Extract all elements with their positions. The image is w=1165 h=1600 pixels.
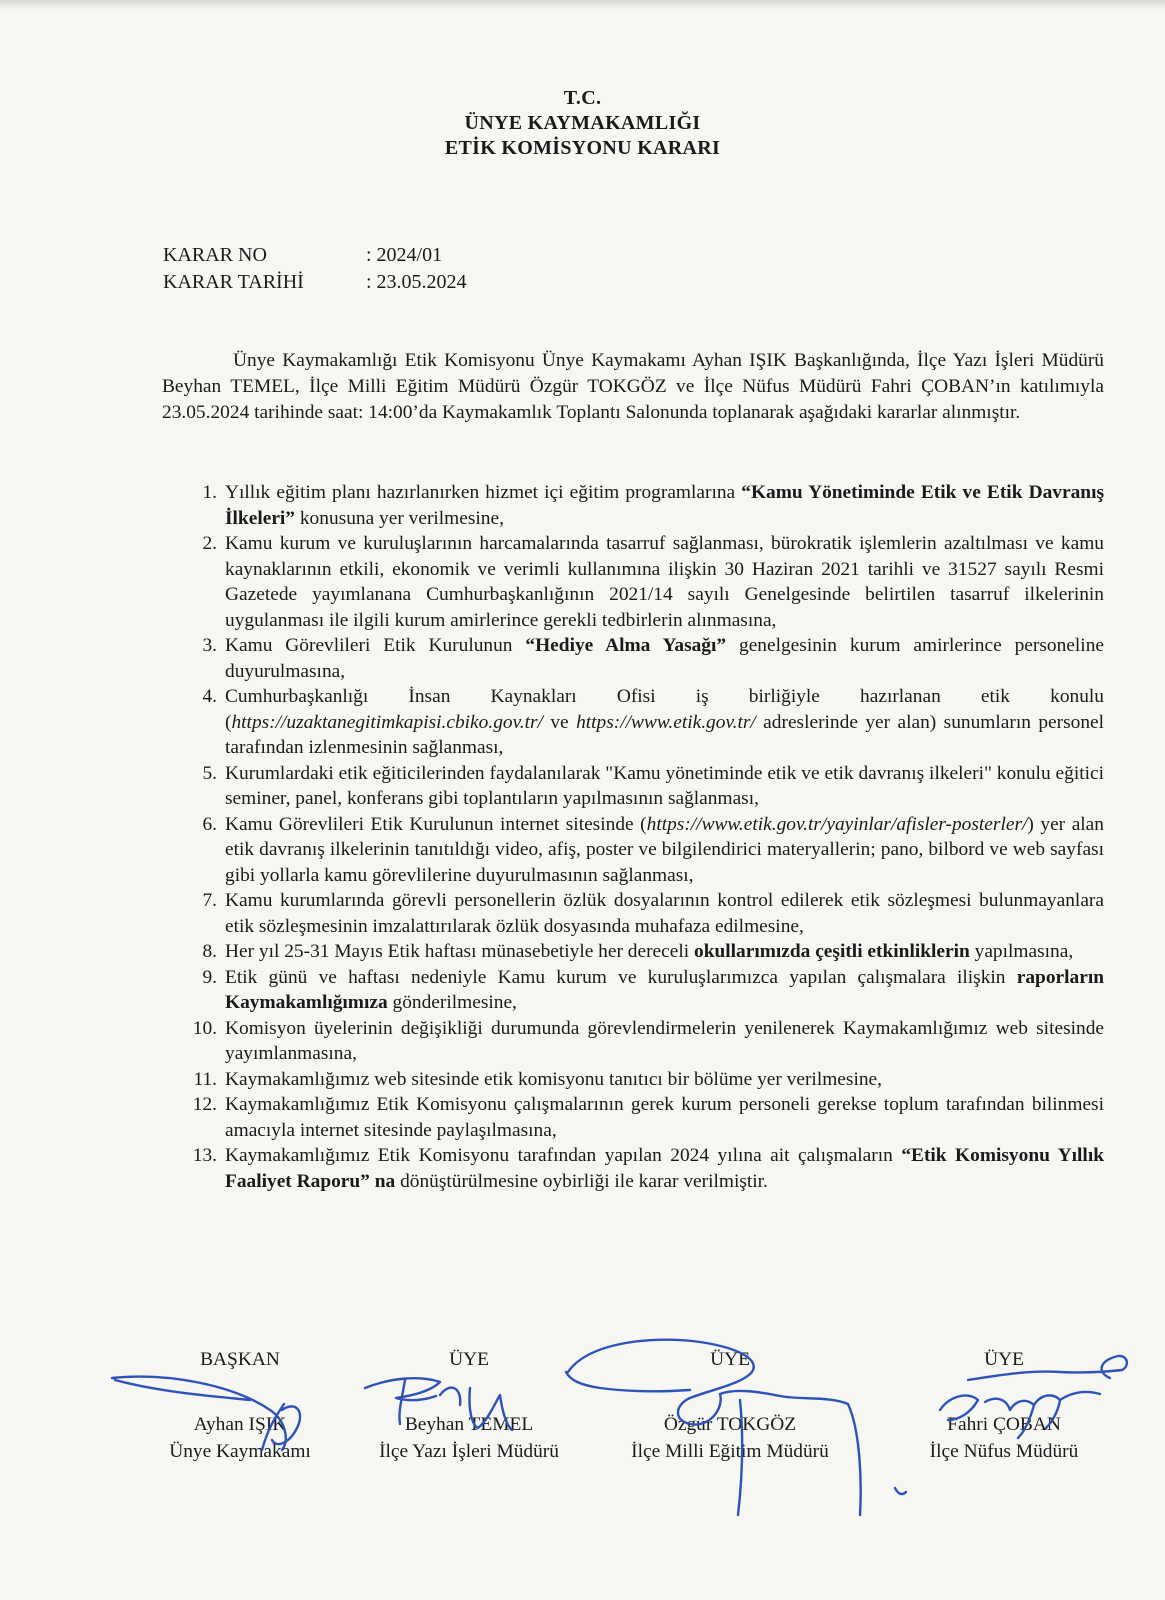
decision-meta [163,242,467,296]
signature-role: İlçe Nüfus Müdürü [929,1441,1079,1462]
url-link: https://www.etik.gov.tr/yayinlar/afisler-posterler/ [646,813,1028,835]
item-text: Kamu Görevlileri Etik Kurulunun internet sitesinde (https://www.etik.gov.tr/yayinlar/afisler-posterler/) yer alan etik davranış ilkelerinin tanıtıldığı video, afiş, poster ve bilgilendirici materyallerin; pano, bilbord ve web sayfası gibi yollarla kamu görevlilerine duyurulmasının sağlanması, [225,813,1104,886]
decision-item [162,684,1104,761]
item-number: 11. [193,1068,217,1090]
signature-name: Fahri ÇOBAN [947,1414,1061,1435]
signature-uye-2 [610,1346,850,1465]
header-institution: ÜNYE KAYMAKAMLIĞI [464,112,701,134]
ink-tick [895,1488,906,1494]
karar-no-label: KARAR NO [163,244,267,266]
item-number: 3. [202,635,217,656]
item-number: 10. [192,1017,217,1039]
signature-title: ÜYE [710,1349,750,1370]
item-text: Kaymakamlığımız web sitesinde etik komisyonu tanıtıcı bir bölüme yer verilmesine, [225,1068,882,1090]
item-text: Kamu Görevlileri Etik Kurulunun “Hediye Alma Yasağı” genelgesinin kurum amirlerince personeline duyurulmasına, [225,635,1104,682]
signature-role: Ünye Kaymakamı [169,1441,311,1462]
item-text: Yıllık eğitim planı hazırlanırken hizmet içi eğitim programlarına “Kamu Yönetiminde Etik ve Etik Davranış İlkeleri” konusuna yer verilmesine, [225,482,1104,529]
decision-item [162,1092,1104,1143]
item-text: Kaymakamlığımız Etik Komisyonu tarafından yapılan 2024 yılına ait çalışmaların “Etik Komisyonu Yıllık Faaliyet Raporu” na dönüştürülmesine oybirliği ile karar verilmiştir. [225,1145,1104,1192]
signature-name: Beyhan TEMEL [404,1414,534,1435]
decision-list [162,480,1104,1194]
item-number: 6. [202,813,217,835]
url-link: https://uzaktanegitimkapisi.cbiko.gov.tr/ [231,711,543,733]
document-header [0,86,1165,161]
decision-item [162,939,1104,965]
item-number: 9. [202,966,217,988]
decision-item [162,812,1104,889]
signature-name: Özgür TOKGÖZ [663,1414,797,1435]
decision-item [162,761,1104,812]
item-number: 1. [202,482,217,503]
signature-uye-3 [904,1346,1104,1465]
decision-item [162,888,1104,939]
item-text: Kurumlardaki etik eğiticilerinden faydalanılarak "Kamu yönetiminde etik ve etik davranış ilkeleri" konulu eğitici seminer, panel, konferans gibi toplantıların yapılmasının sağlanması, [225,762,1104,809]
karar-tarihi-value: : 23.05.2024 [366,271,467,293]
decision-item [162,531,1104,633]
karar-no-row [163,242,467,269]
karar-tarihi-row [163,269,467,296]
signature-title: ÜYE [984,1349,1024,1370]
url-link: https://www.etik.gov.tr/ [576,711,756,733]
item-number: 5. [202,762,217,784]
signature-role: İlçe Milli Eğitim Müdürü [631,1441,829,1462]
item-number: 2. [202,533,217,554]
signature-baskan [140,1346,340,1465]
signature-role: İlçe Yazı İşleri Müdürü [379,1441,559,1462]
item-text: Etik günü ve haftası nedeniyle Kamu kurum ve kuruluşlarımızca yapılan çalışmalara ilişkin raporların Kaymakamlığımıza gönderilmesine, [225,966,1104,1013]
signature-uye-1 [358,1346,580,1465]
karar-tarihi-label: KARAR TARİHİ [163,271,304,293]
decision-item [162,965,1104,1016]
decision-item [162,633,1104,684]
item-number: 12. [192,1094,217,1115]
item-number: 4. [202,686,217,707]
item-number: 13. [192,1145,217,1166]
item-text: Cumhurbaşkanlığı İnsan Kaynakları Ofisi iş birliğiyle hazırlanan etik konulu (https://uzaktanegitimkapisi.cbiko.gov.tr/ ve https://www.etik.gov.tr/ adreslerinde yer alan) sunumların personel tarafından izlenmesinin sağlanması, [225,686,1105,758]
signature-title: BAŞKAN [200,1349,280,1370]
decision-item [162,480,1104,531]
intro-paragraph: Ünye Kaymakamlığı Etik Komisyonu Ünye Kaymakamı Ayhan IŞIK Başkanlığında, İlçe Yazı İşleri Müdürü Beyhan TEMEL, İlçe Milli Eğitim Müdürü Özgür TOKGÖZ ve İlçe Nüfus Müdürü Fahri ÇOBAN’ın katılımıyla 23.05.2024 tarihinde saat: 14:00’da Kaymakamlık Toplantı Salonunda toplanarak aşağıdaki kararlar alınmıştır. [162,350,1104,423]
header-title: ETİK KOMİSYONU KARARI [444,137,721,159]
item-text: Her yıl 25-31 Mayıs Etik haftası münasebetiyle her dereceli okullarımızda çeşitli etkinliklerin yapılmasına, [225,941,1074,962]
scan-edge [0,0,1165,10]
item-number: 8. [202,941,217,962]
item-text: Kamu kurumlarında görevli personellerin özlük dosyalarının kontrol edilerek etik sözleşmesi bulunmayanlara etik sözleşmesinin imzalattırılarak özlük dosyasında muhafaza edilmesine, [225,890,1104,937]
item-text: Kamu kurum ve kuruluşlarının harcamalarında tasarruf sağlanması, bürokratik işlemlerin azaltılması ve kamu kaynaklarının etkili, ekonomik ve verimli kullanımına ilişkin 30 Haziran 2021 tarihli ve 31527 sayılı Resmi Gazetede yayımlanana Cumhurbaşkanlığının 2021/14 sayılı Genelgesinde belirtilen tasarruf ilkelerinin uygulanması ile ilgili kurum amirlerince gerekli tedbirlerin alınmasına, [225,533,1104,631]
item-text: Komisyon üyelerinin değişikliği durumunda görevlendirmelerin yenilenerek Kaymakamlığımız web sitesinde yayımlanmasına, [225,1017,1104,1064]
decision-item [162,1143,1104,1194]
item-number: 7. [202,890,217,911]
karar-no-value: : 2024/01 [366,244,443,266]
decision-item [162,1016,1104,1067]
item-text: Kaymakamlığımız Etik Komisyonu çalışmalarının gerek kurum personeli gerekse toplum tarafından bilinmesi amacıyla internet sitesinde paylaşılmasına, [225,1094,1104,1141]
signature-name: Ayhan IŞIK [193,1414,287,1435]
header-tc: T.C. [563,87,602,109]
decision-item [162,1067,1104,1093]
signature-title: ÜYE [449,1349,489,1370]
